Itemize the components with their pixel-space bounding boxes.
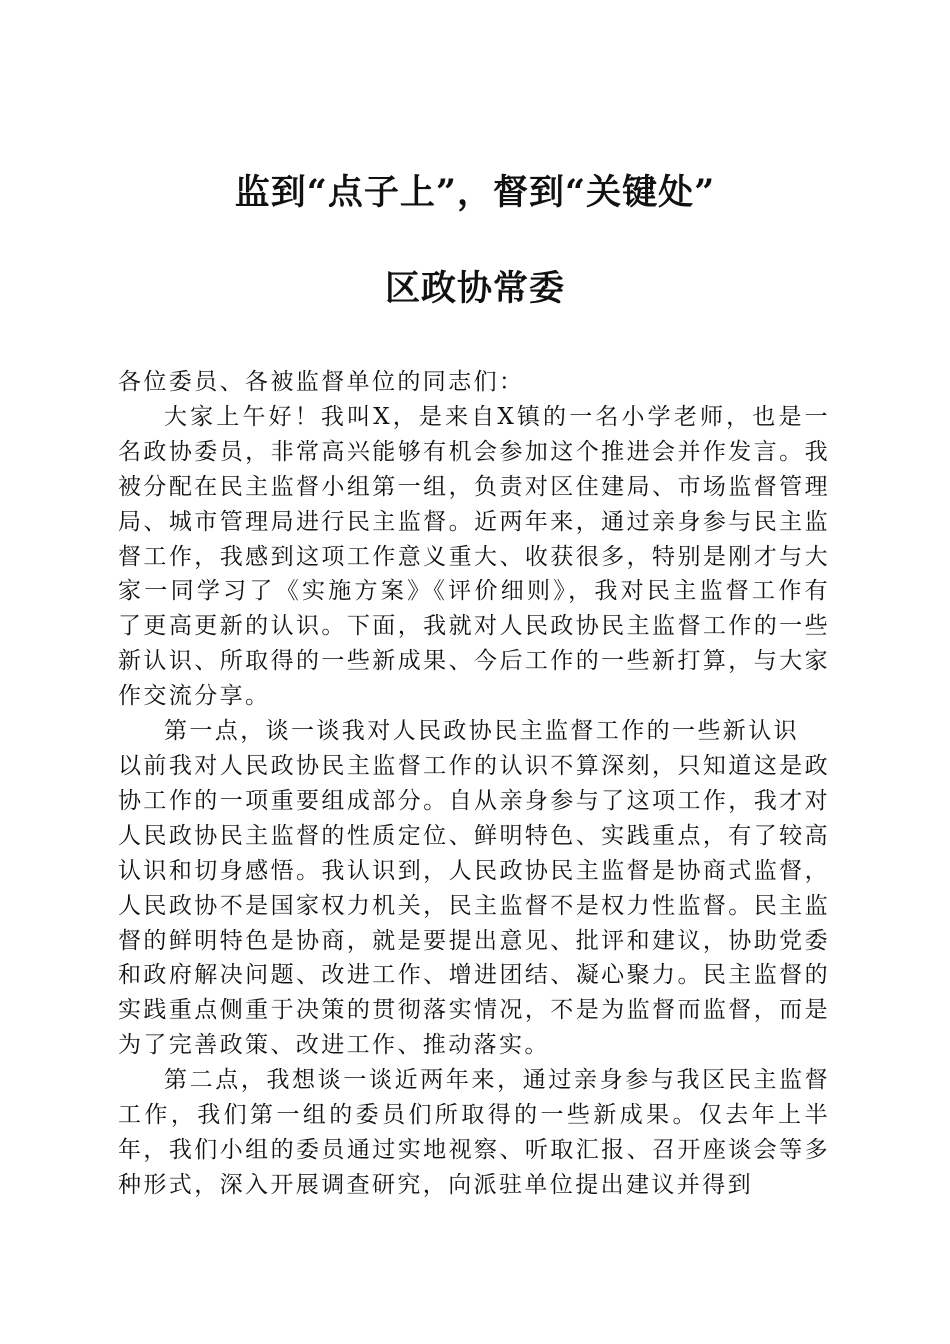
document-subtitle: 区政协常委 xyxy=(384,268,565,309)
paragraph-point-two: 第二点，我想谈一谈近两年来，通过亲身参与我区民主监督工作，我们第一组的委员们所取得的一些新成果。仅去年上半年，我们小组的委员通过实地视察、听取汇报、召开座谈会等多种形式，深入开展调查研究，向派驻单位提出建议并得到 xyxy=(118,1067,830,1198)
paragraph-point-one-heading: 第一点，谈一谈我对人民政协民主监督工作的一些新认识 xyxy=(164,718,799,745)
salutation: 各位委员、各被监督单位的同志们： xyxy=(118,369,525,395)
document-title: 监到“点子上”，督到“关键处” xyxy=(234,172,716,213)
paragraph-point-one-body: 以前我对人民政协民主监督工作的认识不算深刻，只知道这是政协工作的一项重要组成部分。自从亲身参与了这项工作，我才对人民政协民主监督的性质定位、鲜明特色、实践重点，有了较高认识和切身感悟。我认识到，人民政协民主监督是协商式监督，人民政协不是国家权力机关，民主监督不是权力性监督。民主监督的鲜明特色是协商，就是要提出意见、批评和建议，协助党委和政府解决问题、改进工作、增进团结、凝心聚力。民主监督的实践重点侧重于决策的贯彻落实情况，不是为监督而监督，而是为了完善政策、改进工作、推动落实。 xyxy=(118,752,830,1059)
paragraph-intro: 大家上午好！我叫X，是来自X镇的一名小学老师，也是一名政协委员，非常高兴能够有机会参加这个推进会并作发言。我被分配在民主监督小组第一组，负责对区住建局、市场监督管理局、城市管理局进行民主监督。近两年来，通过亲身参与民主监督工作，我感到这项工作意义重大、收获很多，特别是刚才与大家一同学习了《实施方案》《评价细则》，我对民主监督工作有了更高更新的认识。下面，我就对人民政协民主监督工作的一些新认识、所取得的一些新成果、今后工作的一些新打算，与大家作交流分享。 xyxy=(118,403,830,710)
document-body xyxy=(118,365,830,1203)
